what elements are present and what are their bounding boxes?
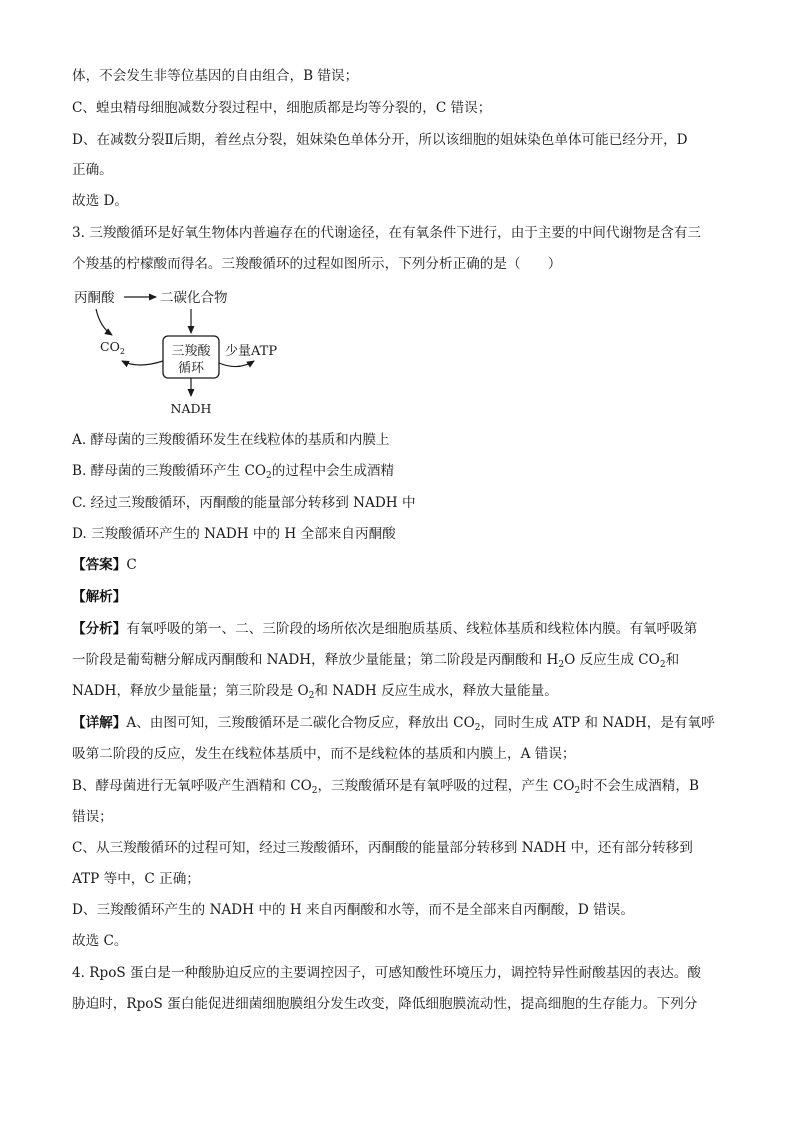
answer-label: 【答案】	[72, 557, 127, 573]
text-line: C、蝗虫精母细胞减数分裂过程中，细胞质都是均等分裂的，C 错误；	[72, 100, 492, 116]
answer-line	[72, 555, 137, 575]
tca-box-line1: 三羧酸	[171, 344, 211, 359]
arrow-tca-to-atp	[219, 361, 254, 367]
atp-label: 少量ATP	[225, 344, 278, 359]
fenxi-label: 【分析】	[72, 621, 127, 637]
xiangjie-label: 【详解】	[72, 715, 127, 731]
detail-line: B、酵母菌进行无氧呼吸产生酒精和 $CO_2$，三羧酸循环是有氧呼吸的过程，产生 $CO_2$时不会生成酒精，B	[72, 778, 699, 796]
detail-line: 【详解】A、由图可知，三羧酸循环是二碳化合物反应，释放出 $CO_2$，同时生成 ATP 和 NADH，是有氧呼	[72, 715, 715, 733]
tca-cycle-diagram	[60, 283, 300, 418]
text-line: 体，不会发生非等位基因的自由组合，B 错误；	[72, 68, 359, 84]
question-stem-line: 3. 三羧酸循环是好氧生物体内普遍存在的代谢途径，在有氧条件下进行，由于主要的中间代谢物是含有三	[72, 225, 702, 241]
text-line: D、在减数分裂Ⅱ后期，着丝点分裂，姐妹染色单体分开，所以该细胞的姐妹染色单体可能已经分开，D	[72, 132, 688, 148]
analysis-line: NADH，释放少量能量；第三阶段是 $O_2$和 NADH 反应生成水，释放大量能量。	[72, 683, 558, 701]
option-c: C. 经过三羧酸循环，丙酮酸的能量部分转移到 NADH 中	[72, 495, 416, 511]
analysis-line: 一阶段是葡萄糖分解成丙酮酸和 NADH，释放少量能量；第二阶段是丙酮酸和 $H_2O$ 反应生成 $CO_2$和	[72, 652, 680, 670]
detail-line: 吸第二阶段的反应，发生在线粒体基质中，而不是线粒体的基质和内膜上，A 错误；	[72, 746, 576, 762]
option-d: D. 三羧酸循环产生的 NADH 中的 H 全部来自丙酮酸	[72, 526, 396, 542]
analysis-label: 【解析】	[72, 589, 127, 605]
c2-compound-label: 二碳化合物	[160, 290, 228, 306]
arrow-tca-to-co2	[122, 361, 163, 365]
detail-line: C、从三羧酸循环的过程可知，经过三羧酸循环，丙酮酸的能量部分转移到 NADH 中，还有部分转移到	[72, 840, 693, 856]
question-stem-line: 个羧基的柠檬酸而得名。三羧酸循环的过程如图所示，下列分析正确的是（ ）	[72, 256, 562, 272]
detail-line: ATP 等中，C 正确；	[72, 871, 200, 887]
tca-box-line2: 循环	[177, 361, 205, 376]
question-stem-line: 胁迫时，RpoS 蛋白能促进细菌细胞膜组分发生改变，降低细胞膜流动性，提高细胞的生存能力。下列分	[72, 996, 698, 1012]
text-line: 正确。	[72, 162, 113, 178]
arrow-pyruvate-to-co2	[96, 309, 112, 335]
question-stem-line: 4. RpoS 蛋白是一种酸胁迫反应的主要调控因子，可感知酸性环境压力，调控特异性耐酸基因的表达。酸	[72, 965, 701, 981]
co2-label: $CO_2$	[100, 339, 125, 356]
text-line: 故选 D。	[72, 193, 129, 209]
detail-line: 故选 C。	[72, 933, 128, 949]
option-a: A. 酵母菌的三羧酸循环发生在线粒体的基质和内膜上	[72, 432, 390, 448]
option-b: B. 酵母菌的三羧酸循环产生 $CO_2$的过程中会生成酒精	[72, 463, 395, 481]
detail-line: 错误；	[72, 809, 113, 825]
pyruvate-label: 丙酮酸	[74, 290, 115, 306]
nadh-label: NADH	[170, 401, 212, 416]
analysis-line: 【分析】有氧呼吸的第一、二、三阶段的场所依次是细胞质基质、线粒体基质和线粒体内膜。有氧呼吸第	[72, 621, 698, 637]
answer-value: C	[126, 557, 137, 573]
detail-line: D、三羧酸循环产生的 NADH 中的 H 来自丙酮酸和水等，而不是全部来自丙酮酸，D 错误。	[72, 902, 634, 918]
